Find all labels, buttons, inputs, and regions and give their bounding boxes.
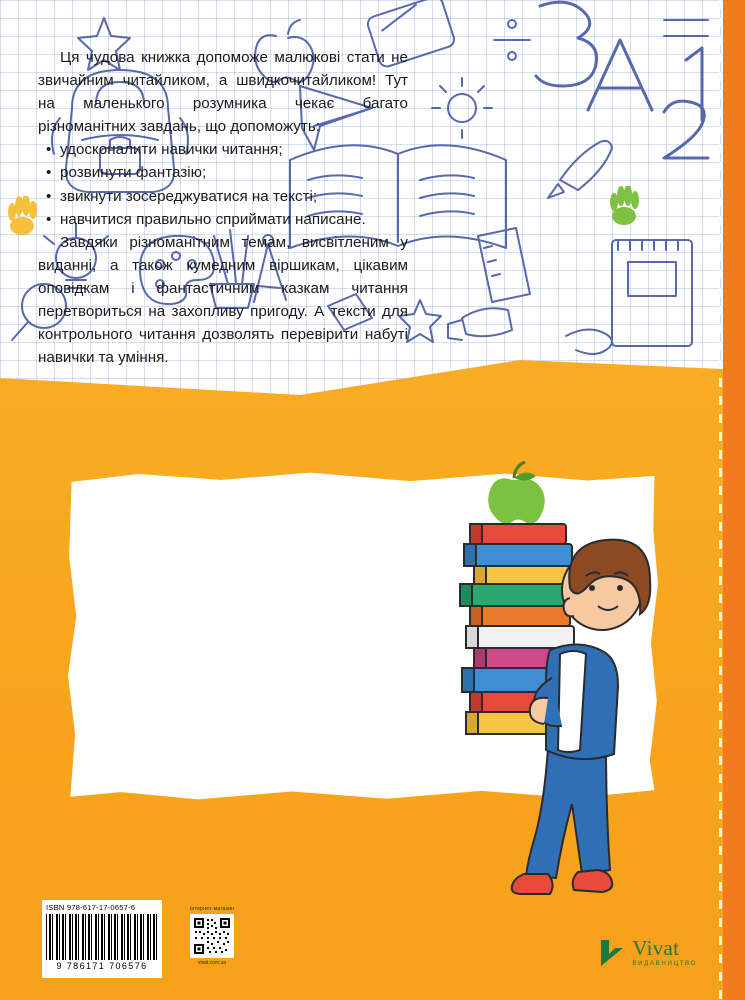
list-item: • удосконалити навички читання; (38, 138, 408, 161)
list-item: • розвинути фантазію; (38, 161, 408, 184)
qr-caption: vivat.com.ua (197, 960, 227, 966)
vivat-checkmark-icon (599, 938, 625, 968)
qr-code-block[interactable] (180, 906, 244, 978)
list-item: • навчитися правильно сприймати написане. (38, 208, 408, 231)
barcode (42, 900, 162, 978)
blurb-paragraph-1: Ця чудова книжка допоможе малюкові стати не звичайним читайликом, а швидкочитайликом! Тут на маленького розумника чекає багато різноманітних завдань, що допоможуть: (38, 49, 408, 136)
list-item: • звикнути зосереджуватися на тексті; (38, 185, 408, 208)
book-spine (723, 0, 745, 1000)
qr-label: Інтернет-магазин (189, 906, 235, 912)
handprint-icon (608, 186, 642, 226)
qr-code-icon[interactable] (190, 914, 234, 958)
publisher-logo (599, 938, 697, 968)
publisher-name: Vivat (632, 936, 680, 961)
blurb-bullet-list (38, 138, 408, 230)
apple-icon (488, 462, 545, 524)
blurb-content (38, 46, 408, 369)
isbn-label: ISBN 978-617-17-0657-6 (46, 903, 136, 912)
barcode-bars (46, 914, 158, 960)
blurb-paragraph-2: Завдяки різноманітним темам, висвітленим у виданні, а також кумедним віршикам, цікавим оповідкам і фантастичним казкам читання перетвориться на захопливу пригоду. А тексти для контрольного читання дозволять перевірити набуті навички та уміння. (38, 233, 408, 367)
barcode-number: 9 786171 706576 (56, 961, 148, 971)
handprint-icon (6, 196, 40, 236)
publisher-subtitle: ВИДАВНИЦТВО (632, 960, 697, 968)
boy-carrying-books-illustration (452, 438, 702, 908)
spine-dashed-line (719, 0, 722, 1000)
